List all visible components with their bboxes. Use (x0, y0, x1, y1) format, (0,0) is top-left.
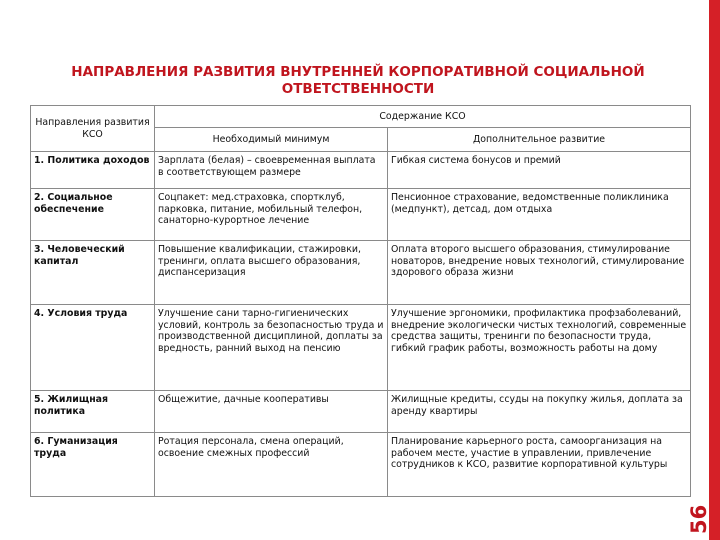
accent-bar (709, 0, 720, 540)
csr-table (30, 105, 691, 497)
row-minimum: Зарплата (белая) – своевременная выплата в соответствующем размере (155, 152, 388, 189)
header-additional: Дополнительное развитие (388, 128, 691, 152)
row-additional: Пенсионное страхование, ведомственные поликлиника (медпункт), детсад, дом отдыха (388, 189, 691, 241)
row-minimum: Повышение квалификации, стажировки, тренинги, оплата высшего образования, диспансеризация (155, 241, 388, 305)
row-additional: Улучшение эргономики, профилактика профзаболеваний, внедрение экологически чистых технологий, современные средства защиты, тренинги по безопасности труда, гибкий график работы, возможность работы на дому (388, 305, 691, 391)
row-minimum: Соцпакет: мед.страховка, спортклуб, парковка, питание, мобильный телефон, санаторно-курортное лечение (155, 189, 388, 241)
table-row (31, 433, 691, 497)
table-row (31, 152, 691, 189)
header-content: Содержание КСО (155, 106, 691, 128)
table-row (31, 241, 691, 305)
table-row (31, 391, 691, 433)
header-direction: Направления развития КСО (31, 106, 155, 152)
row-direction: 1. Политика доходов (31, 152, 155, 189)
row-additional: Оплата второго высшего образования, стимулирование новаторов, внедрение новых технологий, стимулирование здорового образа жизни (388, 241, 691, 305)
page-number: 56 (687, 504, 711, 534)
row-minimum: Улучшение сани тарно-гигиенических условий, контроль за безопасностью труда и производственной дисциплиной, доплаты за вредность, ранний выход на пенсию (155, 305, 388, 391)
row-additional: Жилищные кредиты, ссуды на покупку жилья, доплата за аренду квартиры (388, 391, 691, 433)
row-direction: 4. Условия труда (31, 305, 155, 391)
slide-title: НАПРАВЛЕНИЯ РАЗВИТИЯ ВНУТРЕННЕЙ КОРПОРАТИВНОЙ СОЦИАЛЬНОЙ ОТВЕТСТВЕННОСТИ (71, 64, 645, 97)
row-additional: Гибкая система бонусов и премий (388, 152, 691, 189)
row-direction: 6. Гуманизация труда (31, 433, 155, 497)
row-direction: 2. Социальное обеспечение (31, 189, 155, 241)
row-additional: Планирование карьерного роста, самоорганизация на рабочем месте, участие в управлении, привлечение сотрудников к КСО, развитие корпоративной культуры (388, 433, 691, 497)
row-minimum: Ротация персонала, смена операций, освоение смежных профессий (155, 433, 388, 497)
header-minimum: Необходимый минимум (155, 128, 388, 152)
row-direction: 3. Человеческий капитал (31, 241, 155, 305)
table-row (31, 305, 691, 391)
row-direction: 5. Жилищная политика (31, 391, 155, 433)
table-row (31, 189, 691, 241)
row-minimum: Общежитие, дачные кооперативы (155, 391, 388, 433)
